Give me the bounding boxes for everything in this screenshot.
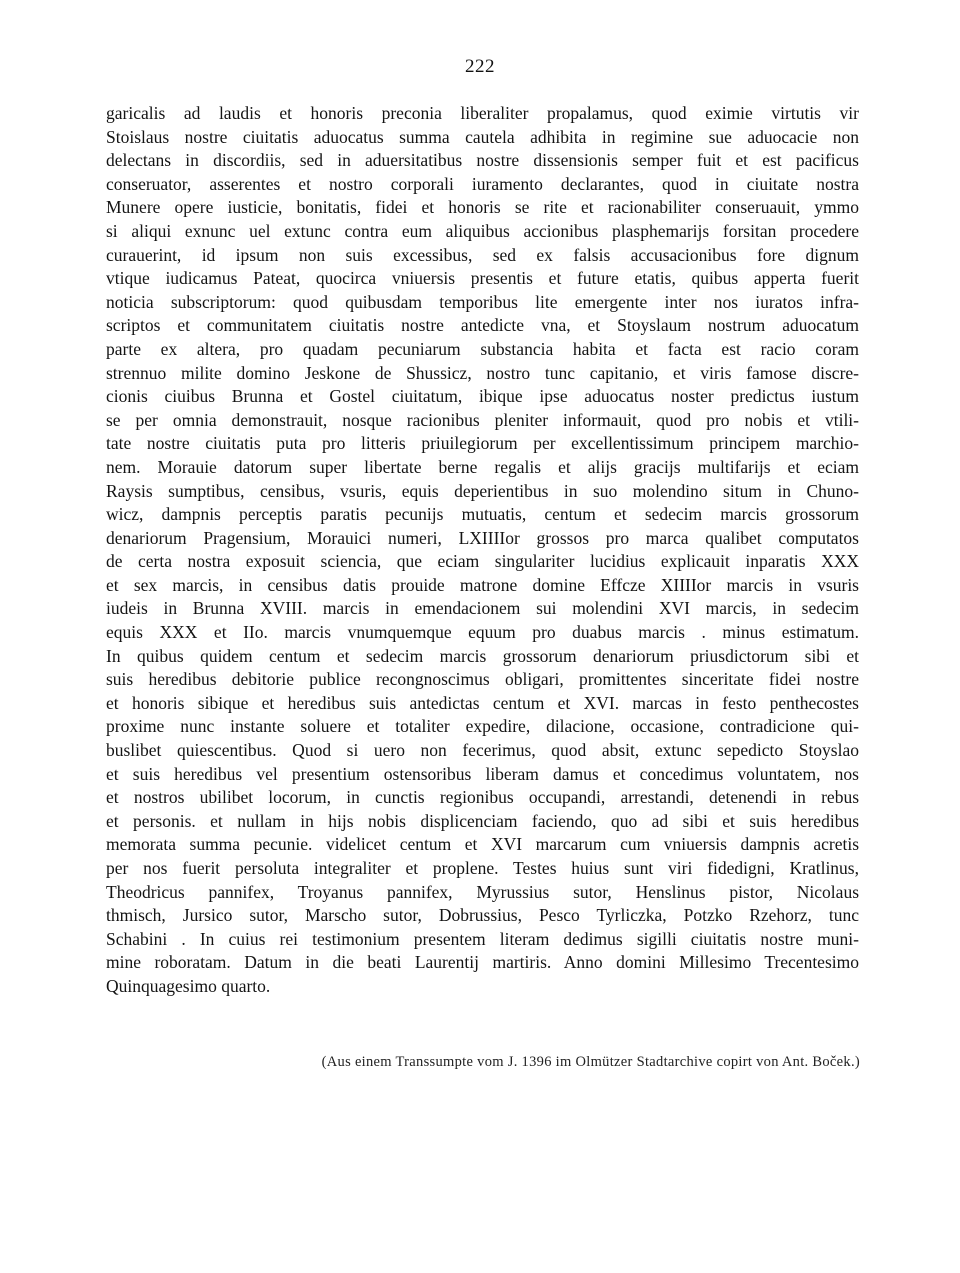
text-line: proxime nunc instante soluere et totaliter expedire, dilacione, occasione, contradicione qui- <box>106 716 859 737</box>
text-line: et personis. et nullam in hijs nobis displicenciam faciendo, quo ad sibi et suis heredibus <box>106 810 859 831</box>
text-line: thmisch, Jursico sutor, Marscho sutor, Dobrussius, Pesco Tyrliczka, Potzko Rzehorz, tunc <box>106 905 859 926</box>
text-line: curauerint, id ipsum non suis excessibus, sed ex falsis accusacionibus fore dignum <box>106 244 859 265</box>
text-line: si aliqui exnunc uel extunc contra eum aliquibus accionibus plasphemarijs forsitan procedere <box>106 220 859 241</box>
text-line: mine roboratam. Datum in die beati Laurentij martiris. Anno domini Millesimo Trecentesimo <box>106 952 859 973</box>
text-line: vtique iudicamus Pateat, quocirca vniuersis presentis et future etatis, quibus apperta fuerit <box>106 268 859 289</box>
text-line: de certa nostra exposuit sciencia, que eciam singulariter lucidius explicauit inparatis XXX <box>106 551 859 572</box>
text-line: nem. Morauie datorum super libertate berne regalis et alijs gracijs multifarijs et eciam <box>106 456 859 477</box>
text-line: conseruator, asserentes et nostro corporali iuramento declarantes, quod in ciuitate nostra <box>106 173 859 194</box>
text-line: strennuo milite domino Jeskone de Shussicz, nostro tunc capitanio, et viris famose discre- <box>106 362 859 383</box>
body-text <box>106 102 859 999</box>
text-line: per nos fuerit persoluta integraliter et proplene. Testes huius sunt viri fidedigni, Kratlinus, <box>106 858 859 878</box>
text-line: et suis heredibus vel presentium ostensoribus liberam damus et concedimus voluntatem, nos <box>106 763 859 784</box>
text-line: et honoris sibique et heredibus suis antedictas centum et XVI. marcas in festo penthecostes <box>106 692 859 713</box>
text-line: noticia subscriptorum: quod quibusdam temporibus lite emergente inter nos iuratos infra- <box>106 291 859 312</box>
text-line: In quibus quidem centum et sedecim marcis grossorum denariorum priusdictorum sibi et <box>106 645 859 666</box>
text-line: parte ex altera, pro quadam pecuniarum substancia habita et facta est racio coram <box>106 338 859 359</box>
text-line: suis heredibus debitorie publice recongnoscimus obligari, promittentes sinceritate fidei nostre <box>106 669 859 690</box>
text-line: buslibet quiescentibus. Quod si uero non fecerimus, quod absit, extunc sepedicto Stoyslao <box>106 740 859 761</box>
text-line: Raysis sumptibus, censibus, vsuris, equis deperientibus in suo molendino situm in Chuno- <box>106 480 859 501</box>
text-line: delectans in discordiis, sed in aduersitatibus nostre dissensionis semper fuit et est pacificus <box>106 150 859 171</box>
source-footnote: (Aus einem Transsumpte vom J. 1396 im Olmützer Stadtarchive copirt von Ant. Boček.) <box>321 1054 860 1070</box>
text-line: cionis ciuibus Brunna et Gostel ciuitatum, ibique ipse aduocatus noster predictus iustum <box>106 386 859 407</box>
text-line: se per omnia demonstrauit, nosque racionibus pleniter informauit, quod pro nobis et vtili- <box>106 409 859 430</box>
text-line: tate nostre ciuitatis puta pro litteris priuilegiorum per excellentissimum principem marchio- <box>106 433 859 454</box>
text-line: equis XXX et IIo. marcis vnumquemque equum pro duabus marcis . minus estimatum. <box>106 622 859 643</box>
text-line: denariorum Pragensium, Morauici numeri, LXIIIIor grossos pro marca qualibet computatos <box>106 527 859 548</box>
text-line: wicz, dampnis perceptis paratis pecunijs mutuatis, centum et sedecim marcis grossorum <box>106 504 859 525</box>
text-line: et sex marcis, in censibus datis prouide matrone domine Effcze XIIIIor marcis in vsuris <box>106 574 859 595</box>
page-number: 222 <box>465 56 495 77</box>
text-line: et nostros ubilibet locorum, in cunctis regionibus occupandi, arrestandi, detenendi in rebus <box>106 787 859 808</box>
text-line: memorata summa pecunie. videlicet centum et XVI marcarum cum vniuersis dampnis acretis <box>106 834 859 855</box>
text-line-last: Quinquagesimo quarto. <box>106 975 271 996</box>
text-line: Munere opere iusticie, bonitatis, fidei et honoris se rite et racionabiliter conseruauit, ymmo <box>106 197 859 218</box>
text-line: Theodricus pannifex, Troyanus pannifex, Myrussius sutor, Henslinus pistor, Nicolaus <box>106 881 859 902</box>
text-line: Schabini . In cuius rei testimonium presentem literam dedimus sigilli ciuitatis nostre muni- <box>106 928 859 949</box>
text-line: garicalis ad laudis et honoris preconia liberaliter propalamus, quod eximie virtutis vir <box>106 103 859 123</box>
text-line: Stoislaus nostre ciuitatis aduocatus summa cautela adhibita in regimine sue aduocacie non <box>106 126 859 147</box>
text-line: scriptos et communitatem ciuitatis nostre antedicte vna, et Stoyslaum nostrum aduocatum <box>106 315 859 336</box>
text-line: iudeis in Brunna XVIII. marcis in emendacionem sui molendini XVI marcis, in sedecim <box>106 598 859 619</box>
